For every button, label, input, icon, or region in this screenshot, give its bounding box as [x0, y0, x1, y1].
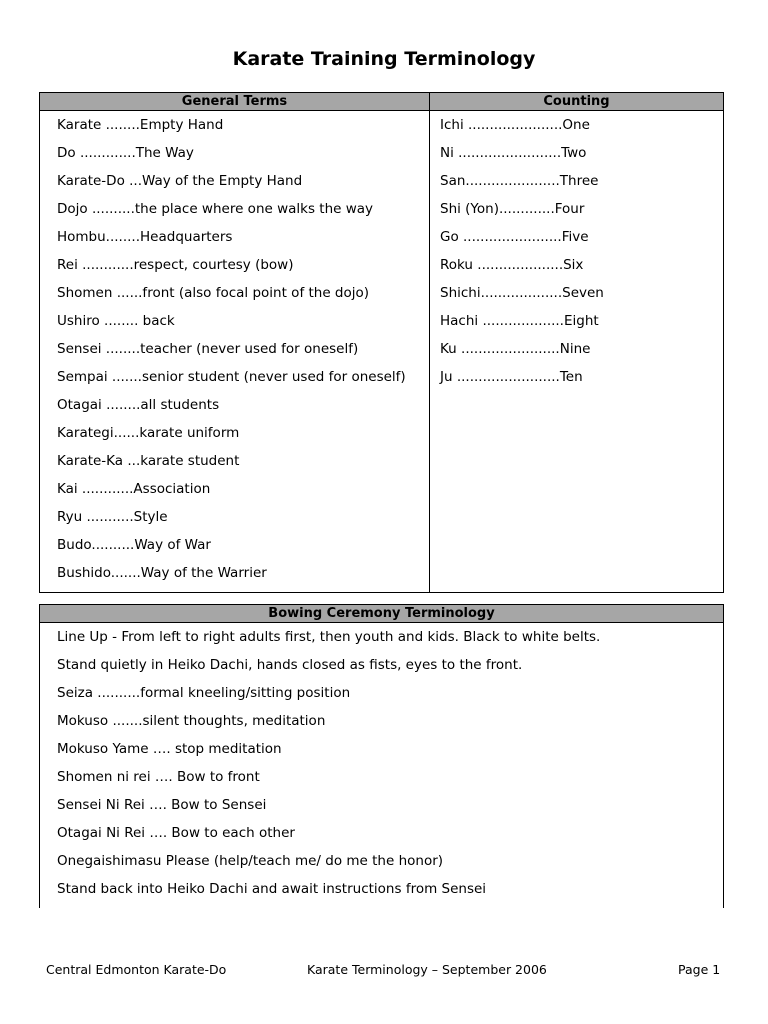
general-term-item: Rei ............respect, courtesy (bow)	[57, 257, 294, 273]
counting-item: Ni ........................Two	[440, 145, 587, 161]
counting-item: Ju ........................Ten	[440, 369, 583, 385]
bowing-item: Seiza ..........formal kneeling/sitting position	[57, 685, 351, 701]
footer-page-number: Page 1	[678, 962, 721, 977]
general-term-item: Otagai ........all students	[57, 397, 220, 413]
counting-item: Ichi ......................One	[440, 117, 590, 133]
counting-item: Ku .......................Nine	[440, 341, 591, 357]
bowing-item: Shomen ni rei …. Bow to front	[57, 769, 260, 785]
general-terms-header: General Terms	[40, 93, 430, 111]
bowing-item: Line Up - From left to right adults first, then youth and kids. Black to white belts.	[57, 629, 601, 645]
general-term-item: Sempai .......senior student (never used for oneself)	[57, 369, 406, 385]
general-term-item: Dojo ..........the place where one walks the way	[57, 201, 374, 217]
general-term-item: Budo..........Way of War	[57, 537, 211, 553]
bowing-header: Bowing Ceremony Terminology	[40, 605, 724, 623]
counting-item: Roku ....................Six	[440, 257, 584, 273]
footer-organization: Central Edmonton Karate-Do	[46, 962, 227, 977]
counting-list	[430, 111, 723, 396]
general-term-item: Karategi......karate uniform	[57, 425, 240, 441]
general-term-item: Karate-Do ...Way of the Empty Hand	[57, 173, 303, 189]
general-term-item: Ryu ...........Style	[57, 509, 168, 525]
bowing-item: Sensei Ni Rei …. Bow to Sensei	[57, 797, 267, 813]
bowing-table	[39, 604, 724, 908]
counting-header: Counting	[430, 93, 724, 111]
counting-cell	[430, 111, 724, 593]
bowing-cell	[40, 623, 724, 909]
footer-document-title: Karate Terminology – September 2006	[307, 962, 547, 977]
counting-item: Shichi...................Seven	[440, 285, 604, 301]
general-term-item: Sensei ........teacher (never used for oneself)	[57, 341, 359, 357]
counting-item: Hachi ...................Eight	[440, 313, 599, 329]
general-term-item: Hombu........Headquarters	[57, 229, 233, 245]
terms-table	[39, 92, 724, 593]
general-term-item: Shomen ......front (also focal point of the dojo)	[57, 285, 370, 301]
counting-item: San......................Three	[440, 173, 599, 189]
general-term-item: Do .............The Way	[57, 145, 194, 161]
bowing-item: Mokuso Yame …. stop meditation	[57, 741, 282, 757]
bowing-list	[40, 623, 723, 908]
general-term-item: Bushido.......Way of the Warrier	[57, 565, 267, 581]
counting-item: Go .......................Five	[440, 229, 589, 245]
general-term-item: Karate ........Empty Hand	[57, 117, 224, 133]
general-term-item: Ushiro ........ back	[57, 313, 175, 329]
general-terms-cell	[40, 111, 430, 593]
general-term-item: Karate-Ka ...karate student	[57, 453, 240, 469]
general-term-item: Kai ............Association	[57, 481, 211, 497]
bowing-item: Mokuso .......silent thoughts, meditation	[57, 713, 326, 729]
counting-item: Shi (Yon).............Four	[440, 201, 585, 217]
bowing-item: Stand back into Heiko Dachi and await instructions from Sensei	[57, 881, 487, 897]
page-title: Karate Training Terminology	[232, 48, 536, 70]
bowing-item: Stand quietly in Heiko Dachi, hands closed as fists, eyes to the front.	[57, 657, 523, 673]
bowing-item: Onegaishimasu Please (help/teach me/ do me the honor)	[57, 853, 444, 869]
bowing-item: Otagai Ni Rei …. Bow to each other	[57, 825, 295, 841]
general-terms-list	[40, 111, 429, 592]
